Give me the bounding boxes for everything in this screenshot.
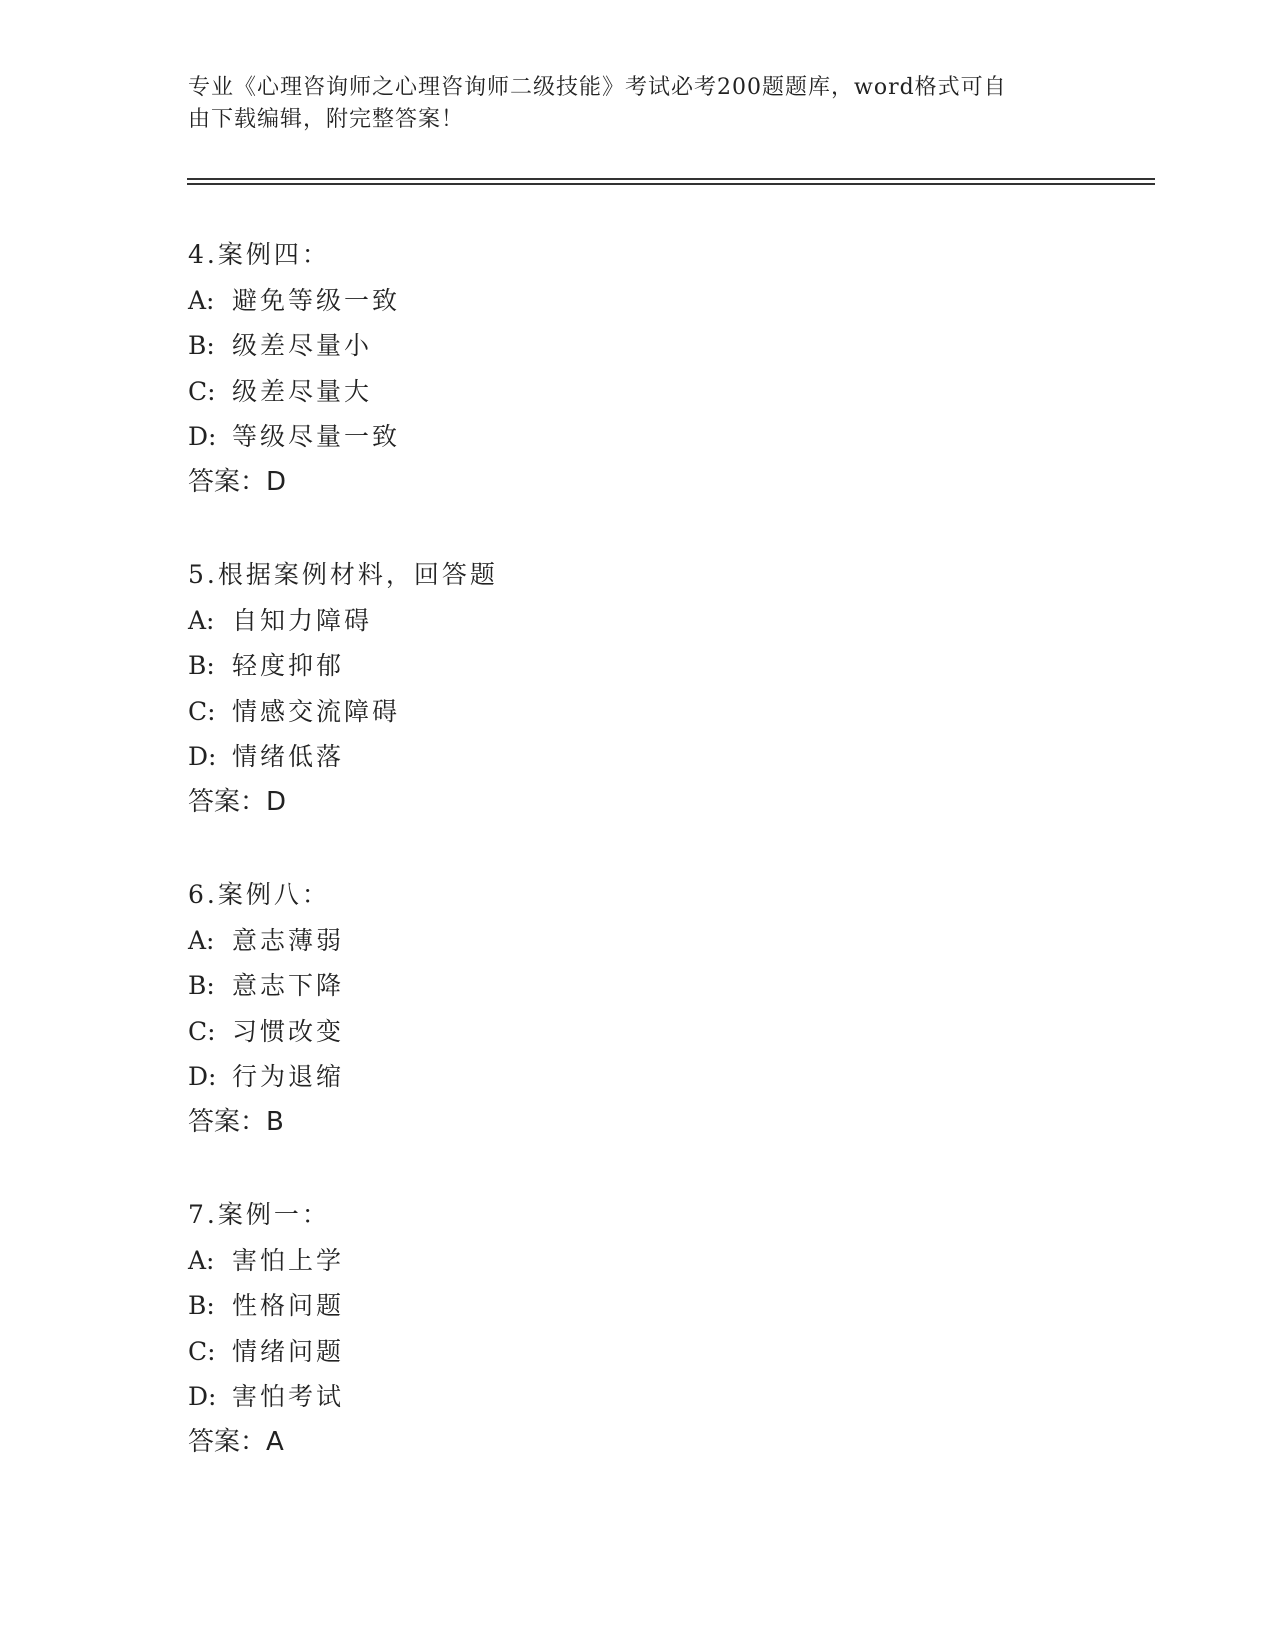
header-line-1: 专业《心理咨询师之心理咨询师二级技能》考试必考200题题库，word格式可自 — [188, 75, 1007, 100]
question-option — [188, 1329, 1088, 1375]
question-option — [188, 278, 1088, 324]
option-key: C: — [188, 376, 216, 406]
option-text: 避免等级一致 — [232, 285, 401, 315]
question-option — [188, 414, 1088, 460]
option-text: 轻度抑郁 — [232, 651, 345, 680]
question-option — [188, 734, 1088, 780]
option-key: D: — [188, 1062, 217, 1091]
question-list — [188, 232, 1088, 1512]
question-item — [188, 1192, 1088, 1512]
question-option — [188, 918, 1088, 964]
question-item — [188, 552, 1088, 872]
option-text: 意志下降 — [232, 971, 345, 1000]
question-title: 6.案例八： — [188, 880, 330, 909]
question-option — [188, 323, 1088, 369]
option-text: 行为退缩 — [232, 1062, 345, 1091]
question-item — [188, 872, 1088, 1192]
option-text: 习惯改变 — [232, 1016, 345, 1046]
option-text: 害怕考试 — [232, 1382, 345, 1411]
option-text: 情感交流障碍 — [232, 696, 401, 726]
option-key: C: — [188, 1336, 216, 1366]
option-text: 情绪低落 — [232, 742, 345, 771]
option-key: B: — [188, 971, 215, 1000]
option-key: A: — [188, 925, 215, 955]
option-text: 害怕上学 — [232, 1245, 345, 1275]
question-option — [188, 689, 1088, 735]
header-line-2: 由下载编辑，附完整答案！ — [188, 107, 465, 132]
question-option — [188, 643, 1088, 689]
option-key: D: — [188, 422, 217, 451]
question-option — [188, 369, 1088, 415]
option-text: 意志薄弱 — [232, 925, 345, 955]
header-divider-bottom — [187, 183, 1155, 185]
header-divider-top — [187, 178, 1155, 180]
question-answer: 答案：D — [188, 786, 287, 817]
question-option — [188, 598, 1088, 644]
question-option — [188, 1374, 1088, 1420]
question-answer: 答案：A — [188, 1426, 284, 1457]
question-title: 5.根据案例材料，回答题 — [188, 560, 498, 589]
question-option — [188, 1283, 1088, 1329]
option-key: D: — [188, 742, 217, 771]
option-key: C: — [188, 1016, 216, 1046]
option-key: A: — [188, 1245, 215, 1275]
option-key: B: — [188, 1291, 215, 1320]
document-header — [188, 72, 1088, 136]
option-text: 情绪问题 — [232, 1336, 345, 1366]
question-item — [188, 232, 1088, 552]
option-key: A: — [188, 605, 215, 635]
question-option — [188, 1238, 1088, 1284]
question-title: 4.案例四： — [188, 240, 330, 269]
option-key: B: — [188, 331, 215, 360]
option-key: B: — [188, 651, 215, 680]
question-option — [188, 963, 1088, 1009]
option-text: 级差尽量大 — [232, 376, 373, 406]
question-option — [188, 1054, 1088, 1100]
question-answer: 答案：D — [188, 466, 287, 497]
option-text: 等级尽量一致 — [232, 422, 401, 451]
option-key: A: — [188, 285, 215, 315]
option-text: 自知力障碍 — [232, 605, 373, 635]
question-answer: 答案：B — [188, 1106, 284, 1137]
option-text: 性格问题 — [232, 1291, 345, 1320]
option-text: 级差尽量小 — [232, 331, 373, 360]
question-option — [188, 1009, 1088, 1055]
option-key: D: — [188, 1382, 217, 1411]
question-title: 7.案例一： — [188, 1200, 330, 1229]
option-key: C: — [188, 696, 216, 726]
